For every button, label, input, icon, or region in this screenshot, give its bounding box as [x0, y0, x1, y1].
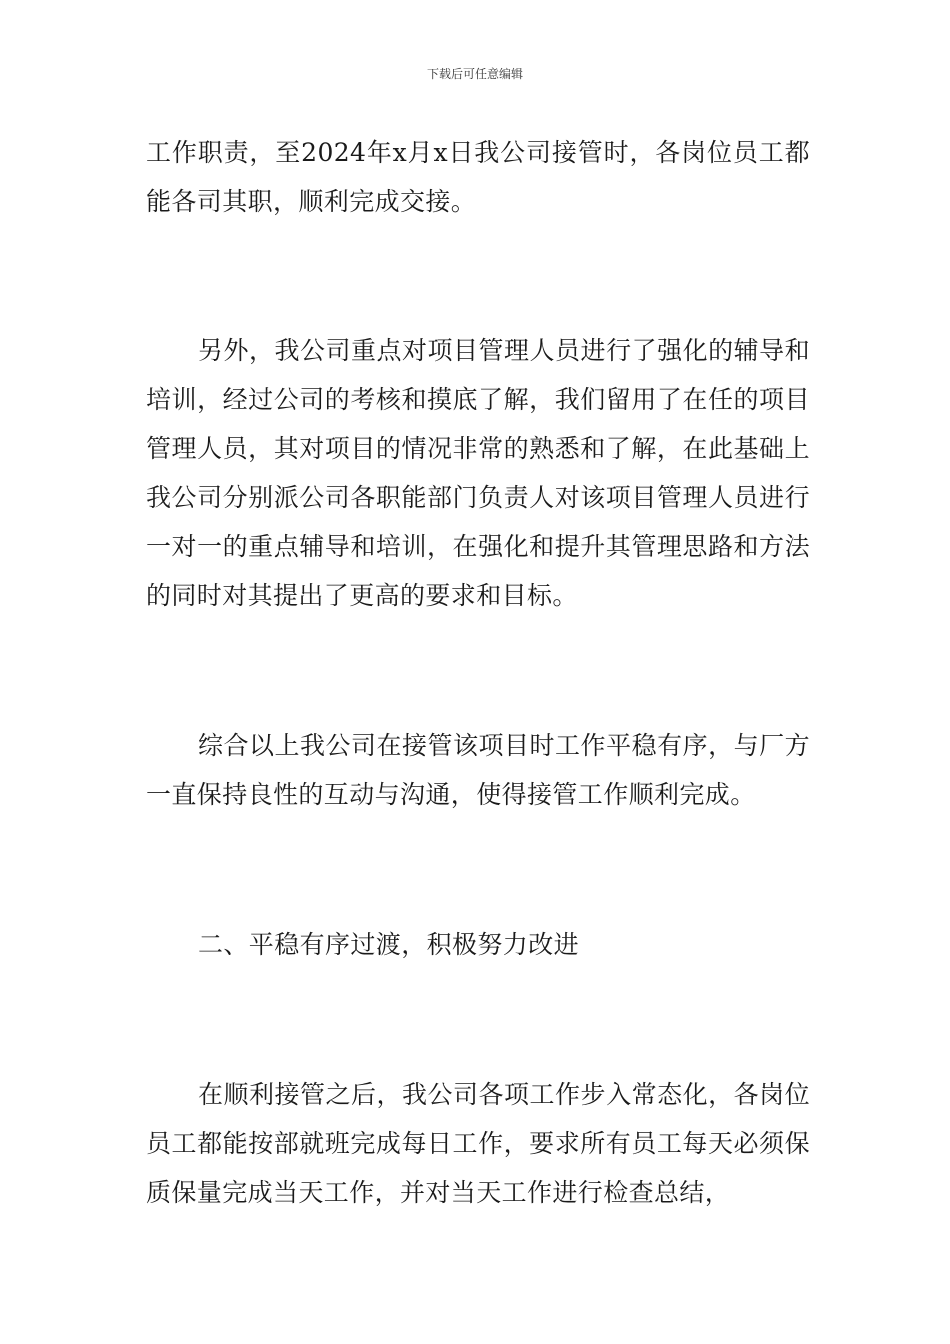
paragraph-routine-work: 在顺利接管之后，我公司各项工作步入常态化，各岗位员工都能按部就班完成每日工作，要求所有员工每天必须保质保量完成当天工作，并对当天工作进行检查总结， — [146, 1080, 810, 1207]
paragraph-summary: 综合以上我公司在接管该项目时工作平稳有序，与厂方一直保持良性的互动与沟通，使得接管工作顺利完成。 — [146, 731, 810, 809]
page-header: 下载后可任意编辑 — [426, 67, 523, 81]
paragraph-training: 另外，我公司重点对项目管理人员进行了强化的辅导和培训，经过公司的考核和摸底了解，我们留用了在任的项目管理人员，其对项目的情况非常的熟悉和了解，在此基础上我公司分别派公司各职能部门负责人对该项目管理人员进行一对一的重点辅导和培训，在强化和提升其管理思路和方法的同时对其提出了更高的要求和目标。 — [146, 336, 810, 610]
paragraph-continuation: 工作职责，至2024年x月x日我公司接管时，各岗位员工都能各司其职，顺利完成交接。 — [146, 138, 810, 216]
section-heading: 二、平稳有序过渡，积极努力改进 — [198, 930, 580, 959]
